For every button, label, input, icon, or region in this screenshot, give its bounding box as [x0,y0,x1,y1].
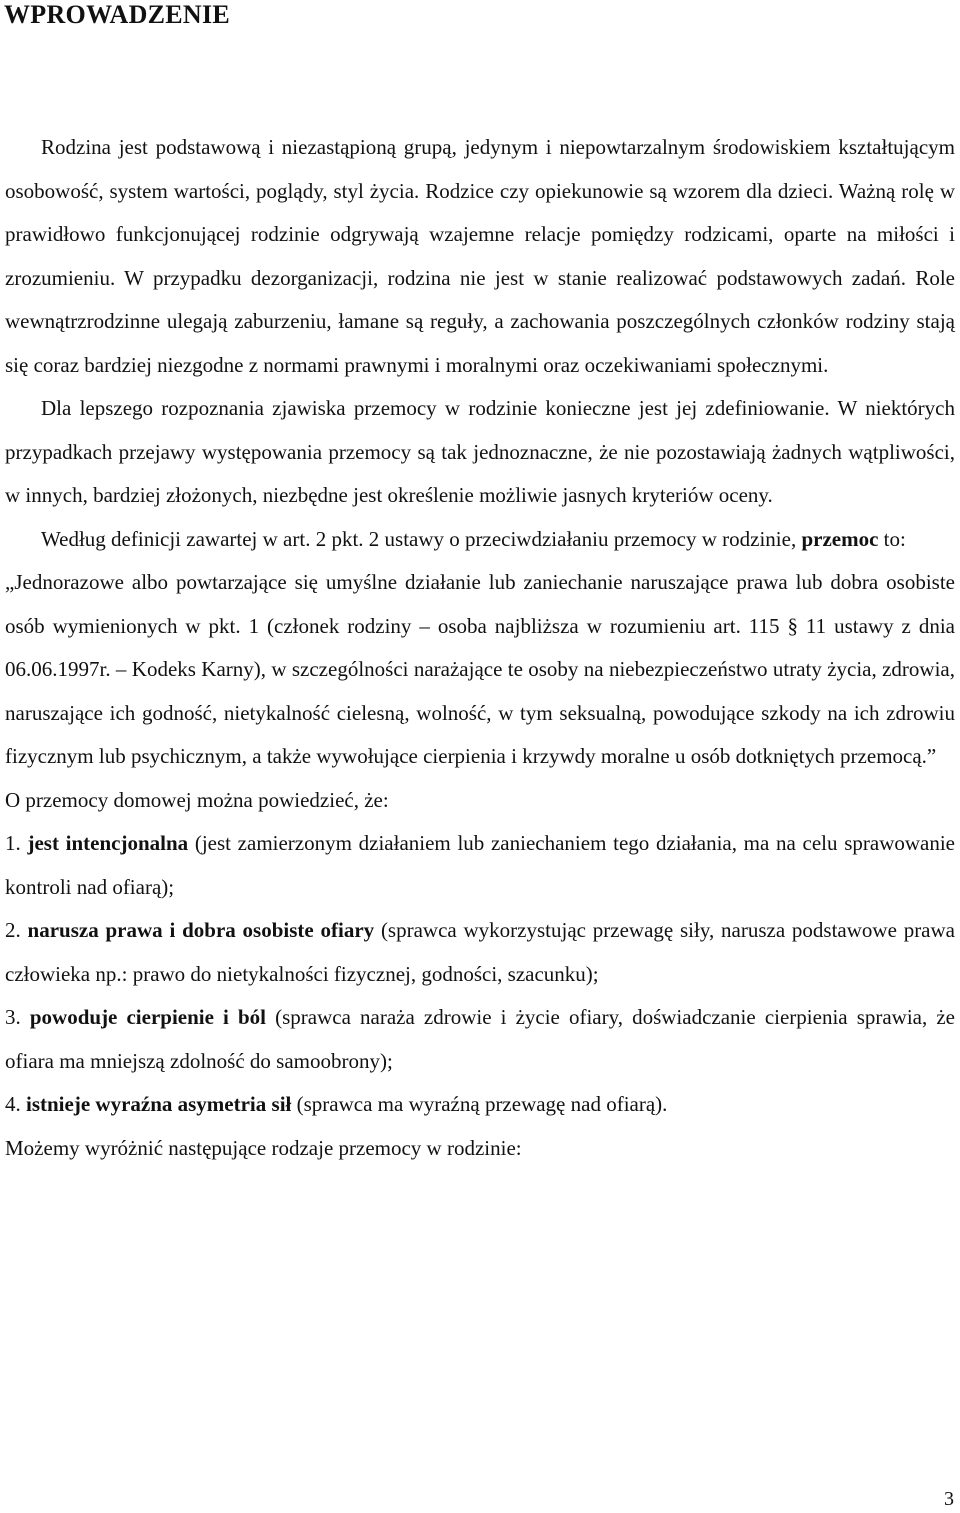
closing-sentence: Możemy wyróżnić następujące rodzaje przemocy w rodzinie: [5,1135,522,1160]
paragraph-family-intro: Rodzina jest podstawową i niezastąpioną grupą, jedynym i niepowtarzalnym środowiskiem kształtującym osobowość, system wartości, poglądy, styl życia. Rodzice czy opiekunowie są wzorem dla dzieci. Ważną rolę w prawidłowo funkcjonującej rodzinie odgrywają wzajemne relacje pomiędzy rodzicami, oparte na miłości i zrozumieniu. W przypadku dezorganizacji, rodzina nie jest w stanie realizować podstawowych zadań. Role wewnątrzrodzinne ulegają zaburzeniu, łamane są reguły, a zachowania poszczególnych członków rodziny stają się coraz bardziej niezgodne z normami prawnymi i moralnymi oraz oczekiwaniami społecznymi. [5,135,955,377]
page-heading: WPROWADZENIE [4,0,231,29]
list-item-3 [5,996,955,1083]
list-item-bold: istnieje wyraźna asymetria sił [26,1092,292,1116]
list-item-2 [5,909,955,996]
paragraph-definition-need: Dla lepszego rozpoznania zjawiska przemocy w rodzinie konieczne jest jej zdefiniowanie. W niektórych przypadkach przejawy występowania przemocy są tak jednoznaczne, że nie pozostawiają żadnych wątpliwości, w innych, bardziej złożonych, niezbędne jest określenie możliwie jasnych kryteriów oceny. [5,396,955,507]
document-body [5,126,955,1170]
list-number: 3. [5,1005,30,1029]
list-item-4 [5,1083,955,1127]
term-przemoc: przemoc [801,526,879,551]
list-number: 2. [5,918,28,942]
legal-definition-tail: to: [878,526,906,551]
list-item-text: (sprawca wykorzystując przewagę siły, narusza podstawowe prawa człowieka np.: prawo do nietykalności fizycznej, godności, szacunku); [5,918,955,986]
legal-quote: „Jednorazowe albo powtarzające się umyślne działanie lub zaniechanie naruszające prawa lub dobra osobiste osób wymienionych w pkt. 1 (członek rodziny – osoba najbliższa w rozumieniu art. 115 § 11 ustawy z dnia 06.06.1997r. – Kodeks Karny), w szczególności narażające te osoby na niebezpieczeństwo utraty życia, zdrowia, naruszające ich godność, nietykalność cielesną, wolność, w tym seksualną, powodujące szkody na ich zdrowiu fizycznym lub psychicznym, a także wywołujące cierpienia i krzywdy moralne u osób dotkniętych przemocą.” [5,570,955,768]
list-number: 1. [5,831,28,855]
list-item-text: (sprawca naraża zdrowie i życie ofiary, doświadczanie cierpienia sprawia, że ofiara ma mniejszą zdolność do samoobrony); [5,1005,955,1073]
list-intro: O przemocy domowej można powiedzieć, że: [5,787,389,812]
page-number: 3 [944,1488,954,1510]
list-item-1 [5,822,955,909]
list-item-text: (jest zamierzonym działaniem lub zaniechaniem tego działania, ma na celu sprawowanie kontroli nad ofiarą); [5,831,955,899]
legal-definition-text: Według definicji zawartej w art. 2 pkt. 2 ustawy o przeciwdziałaniu przemocy w rodzinie, [41,526,802,551]
list-item-bold: narusza prawa i dobra osobiste ofiary [27,918,375,942]
list-item-bold: jest intencjonalna [27,831,189,855]
list-item-text: (sprawca ma wyraźną przewagę nad ofiarą). [291,1092,668,1116]
paragraph-legal-definition [5,518,955,562]
list-number: 4. [5,1092,26,1116]
list-item-bold: powoduje cierpienie i ból [29,1005,267,1029]
